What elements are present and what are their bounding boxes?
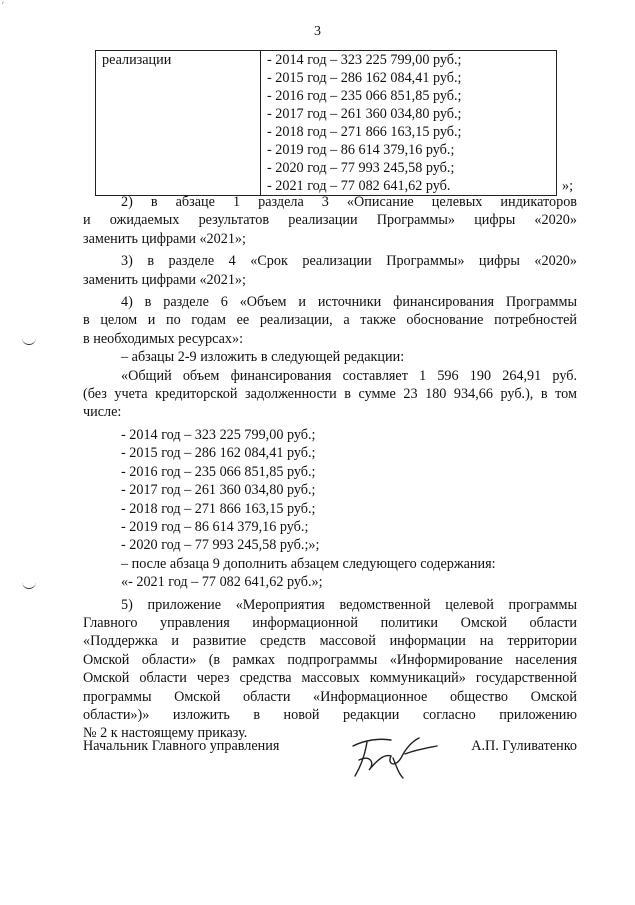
signatory-name: А.П. Гуливатенко bbox=[471, 738, 577, 754]
table-line: - 2014 год – 323 225 799,00 руб.; bbox=[267, 52, 462, 68]
margin-punch-mark bbox=[22, 336, 36, 345]
signatory-title: Начальник Главного управления bbox=[83, 738, 280, 754]
corner-mark: ʹ bbox=[2, 0, 4, 10]
item-5-line-8: № 2 к настоящему приказу. bbox=[83, 725, 248, 742]
table-left-cell: реализации bbox=[96, 51, 261, 196]
item-5-line-4: Омской области» (в рамках подпрограммы «Информирование населения bbox=[83, 651, 577, 668]
year-line: - 2017 год – 261 360 034,80 руб.; bbox=[121, 482, 316, 499]
item-2-line-3: заменить цифрами «2021»; bbox=[83, 230, 246, 247]
table-line: - 2015 год – 286 162 084,41 руб.; bbox=[267, 70, 462, 86]
item-5-line-1: 5) приложение «Мероприятия ведомственной целевой программы bbox=[121, 596, 577, 613]
handwritten-signature bbox=[345, 724, 445, 784]
item-4-sub-2: – после абзаца 9 дополнить абзацем следующего содержания: bbox=[121, 555, 496, 572]
table-line: - 2020 год – 77 993 245,58 руб.; bbox=[267, 160, 455, 176]
year-line: - 2014 год – 323 225 799,00 руб.; bbox=[121, 426, 316, 443]
table-line: - 2018 год – 271 866 163,15 руб.; bbox=[267, 124, 462, 140]
item-5-line-3: «Поддержка и развитие средств массовой информации на территории bbox=[83, 633, 577, 650]
table-right-cell bbox=[261, 51, 557, 196]
item-5-line-6: программы Омской области «Информационное общество Омской bbox=[83, 688, 577, 705]
body-text bbox=[83, 193, 577, 743]
item-3-line-2: заменить цифрами «2021»; bbox=[83, 271, 246, 288]
item-4-quote-line-2: (без учета кредиторской задолженности в сумме 23 180 934,66 руб.), в том bbox=[83, 386, 577, 403]
item-4-addition: «- 2021 год – 77 082 641,62 руб.»; bbox=[121, 574, 323, 591]
item-4-sub-1: – абзацы 2-9 изложить в следующей редакции: bbox=[121, 349, 405, 366]
item-2-line-1: 2) в абзаце 1 раздела 3 «Описание целевых индикаторов bbox=[121, 194, 577, 210]
table-line: - 2021 год – 77 082 641,62 руб. bbox=[267, 178, 451, 194]
table-line: - 2019 год – 86 614 379,16 руб.; bbox=[267, 142, 455, 158]
margin-punch-mark bbox=[22, 580, 36, 589]
item-4-line-3: в необходимых ресурсах»: bbox=[83, 330, 244, 347]
table-closing-quote: »; bbox=[562, 178, 574, 194]
signature-block bbox=[83, 738, 577, 798]
item-3-line-1: 3) в разделе 4 «Срок реализации Программы» цифры «2020» bbox=[121, 253, 577, 270]
year-line: - 2015 год – 286 162 084,41 руб.; bbox=[121, 445, 316, 462]
item-5-line-5: Омской области через средства массовых коммуникаций» государственной bbox=[83, 670, 577, 687]
year-line: - 2019 год – 86 614 379,16 руб.; bbox=[121, 518, 309, 535]
page-number: 3 bbox=[314, 24, 321, 39]
year-line: - 2018 год – 271 866 163,15 руб.; bbox=[121, 500, 316, 517]
financing-table bbox=[95, 50, 557, 196]
table-line: - 2016 год – 235 066 851,85 руб.; bbox=[267, 88, 462, 104]
table-row bbox=[96, 51, 557, 196]
item-5-line-2: Главного управления информационной политики Омской области bbox=[83, 614, 577, 631]
item-2-line-2: и ожидаемых результатов реализации Программы» цифры «2020» bbox=[83, 212, 577, 229]
year-line: - 2016 год – 235 066 851,85 руб.; bbox=[121, 463, 316, 480]
table-line: - 2017 год – 261 360 034,80 руб.; bbox=[267, 106, 462, 122]
item-4-line-1: 4) в разделе 6 «Объем и источники финансирования Программы bbox=[121, 294, 577, 311]
item-4-quote-line-3: числе: bbox=[83, 404, 122, 421]
item-4-line-2: в целом и по годам ее реализации, а также обоснование потребностей bbox=[83, 312, 577, 329]
item-4-quote-line-1: «Общий объем финансирования составляет 1 596 190 264,91 руб. bbox=[121, 367, 577, 384]
year-line: - 2020 год – 77 993 245,58 руб.;»; bbox=[121, 537, 320, 554]
item-5-line-7: области»)» изложить в новой редакции согласно приложению bbox=[83, 706, 577, 723]
